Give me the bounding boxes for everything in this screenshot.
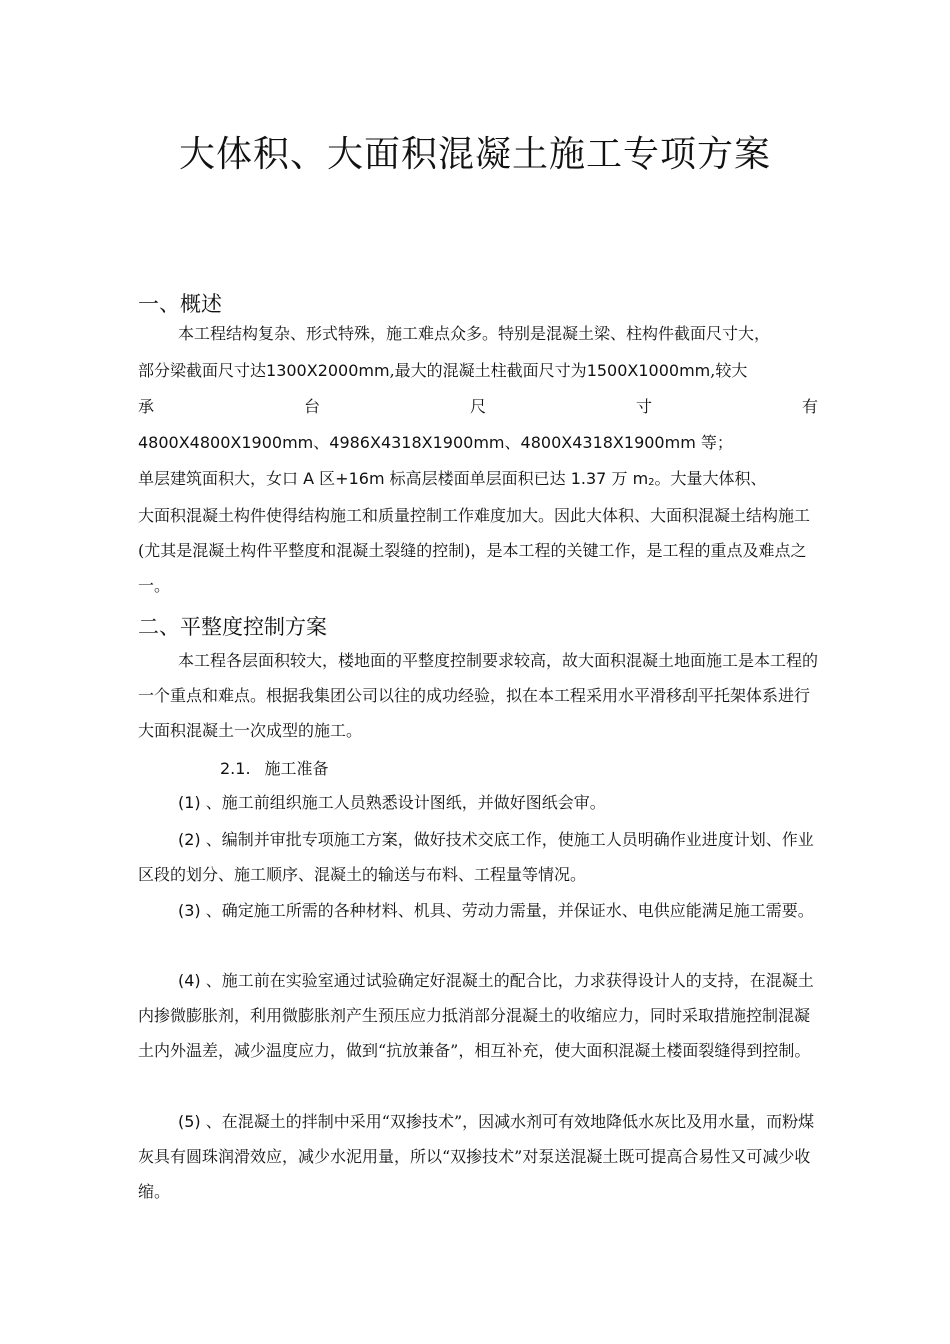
list-item-4: (4) 、施工前在实验室通过试验确定好混凝土的配合比，力求获得设计人的支持，在混凝土内掺微膨胀剂，利用微膨胀剂产生预压应力抵消部分混凝土的收缩应力，同时采取措施控制混凝土内外温差，减少温度应力，做到“抗放兼备”，相互补充，使大面积混凝土楼面裂缝得到控制。: [138, 971, 814, 1060]
overview-line-4: 4800X4800X1900mm、4986X4318X1900mm、4800X4318X1900mm 等；: [138, 433, 733, 452]
list-item-2: (2) 、编制并审批专项施工方案，做好技术交底工作，使施工人员明确作业进度计划、作业区段的划分、施工顺序、混凝土的输送与布料、工程量等情况。: [138, 830, 814, 884]
document-title: 大体积、大面积混凝土施工专项方案: [178, 134, 771, 175]
section-heading-flatness: 二、平整度控制方案: [138, 615, 327, 639]
flatness-paragraph: 本工程各层面积较大，楼地面的平整度控制要求较高，故大面积混凝土地面施工是本工程的一个重点和难点。根据我集团公司以往的成功经验，拟在本工程采用水平滑移刮平托架体系进行大面积混凝土一次成型的施工。: [138, 651, 819, 740]
list-item-5: (5) 、在混凝土的拌制中采用“双掺技术”，因减水剂可有效地降低水灰比及用水量，而粉煤灰具有圆珠润滑效应，减少水泥用量，所以“双掺技术”对泵送混凝土既可提高合易性又可减少收缩。: [138, 1112, 815, 1201]
overview-line-1: 本工程结构复杂、形式特殊，施工难点众多。特别是混凝土梁、柱构件截面尺寸大，: [178, 324, 771, 343]
list-item-1: (1) 、施工前组织施工人员熟悉设计图纸，并做好图纸会审。: [178, 793, 606, 812]
overview-line-2: 部分梁截面尺寸达1300X2000mm,最大的混凝土柱截面尺寸为1500X1000mm,较大: [138, 361, 748, 380]
overview-paragraph-rest: 大面积混凝土构件使得结构施工和质量控制工作难度加大。因此大体积、大面积混凝土结构施工(尤其是混凝土构件平整度和混凝土裂缝的控制)，是本工程的关键工作，是工程的重点及难点之一。: [138, 506, 811, 595]
overview-line-3: 承 台 尺 寸 有: [138, 397, 818, 416]
section-heading-overview: 一、概述: [138, 292, 222, 316]
overview-line-5: 单层建筑面积大，女口 A 区+16m 标高层楼面单层面积已达 1.37 万 $m_2$。大量大体积、: [138, 469, 767, 488]
list-item-3: (3) 、确定施工所需的各种材料、机具、劳动力需量，并保证水、电供应能满足施工需要。: [178, 901, 814, 920]
subsection-2-1: 2.1. 施工准备: [220, 759, 329, 778]
